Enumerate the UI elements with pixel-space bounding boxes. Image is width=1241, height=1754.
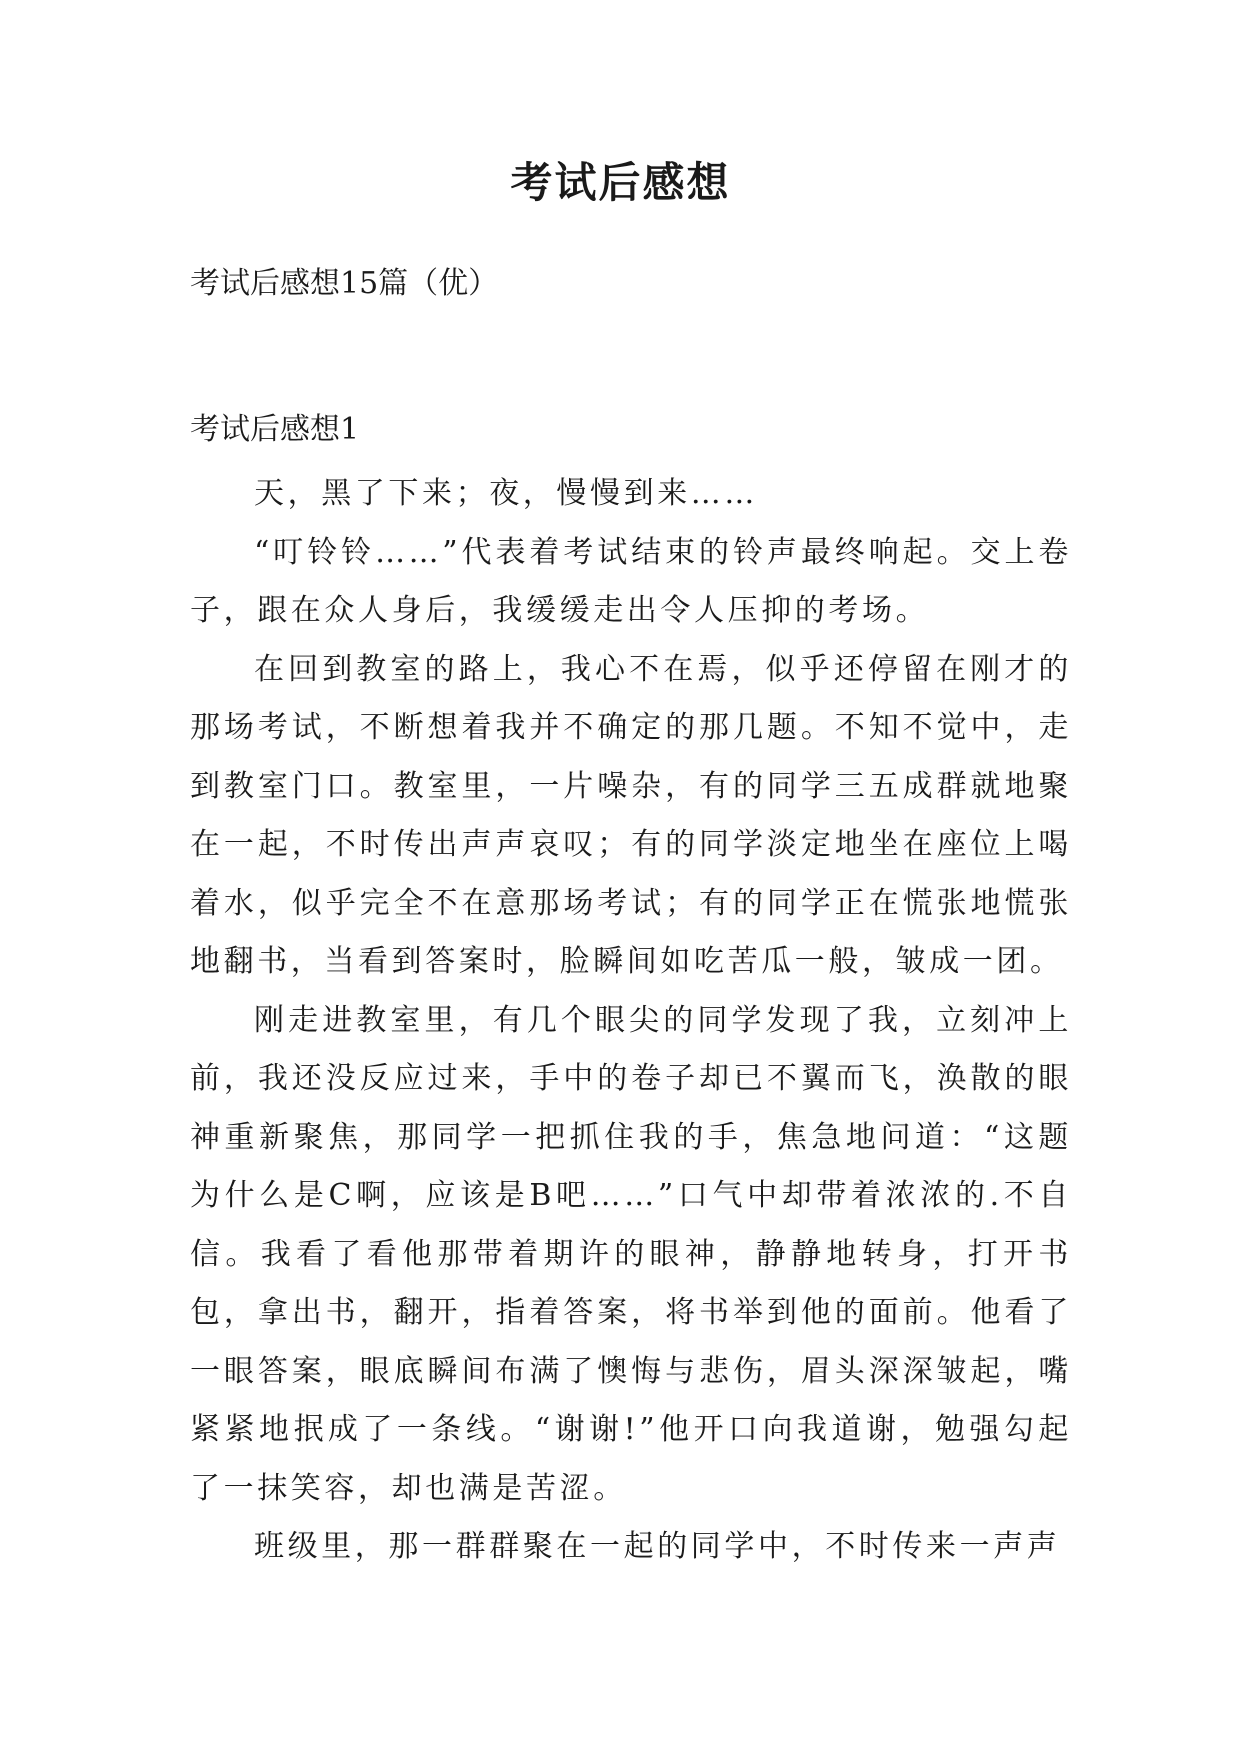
paragraph-4: 刚走进教室里，有几个眼尖的同学发现了我，立刻冲上前，我还没反应过来，手中的卷子却已不翼而飞，涣散的眼神重新聚焦，那同学一把抓住我的手，焦急地问道：“这题为什么是C啊，应该是B吧……”口气中却带着浓浓的.不自信。我看了看他那带着期许的眼神，静静地转身，打开书包，拿出书，翻开，指着答案，将书举到他的面前。他看了一眼答案，眼底瞬间布满了懊悔与悲伤，眉头深深皱起，嘴紧紧地抿成了一条线。“谢谢!”他开口向我道谢，勉强勾起了一抹笑容，却也满是苦涩。 [190,1002,1072,1506]
paragraph-2: “叮铃铃……”代表着考试结束的铃声最终响起。交上卷子，跟在众人身后，我缓缓走出令人压抑的考场。 [190,534,1072,628]
paragraph-1: 天，黑了下来；夜，慢慢到来…… [254,476,758,511]
document-subtitle: 考试后感想15篇（优） [190,266,499,301]
document-title: 考试后感想 [510,158,731,207]
essay-body [190,465,1072,1577]
paragraph-3: 在回到教室的路上，我心不在焉，似乎还停留在刚才的那场考试，不断想着我并不确定的那几题。不知不觉中，走到教室门口。教室里，一片噪杂，有的同学三五成群就地聚在一起，不时传出声声哀叹；有的同学淡定地坐在座位上喝着水，似乎完全不在意那场考试；有的同学正在慌张地慌张地翻书，当看到答案时，脸瞬间如吃苦瓜一般，皱成一团。 [190,651,1072,979]
section-heading: 考试后感想1 [190,412,360,447]
paragraph-5: 班级里，那一群群聚在一起的同学中，不时传来一声声 [254,1529,1061,1564]
